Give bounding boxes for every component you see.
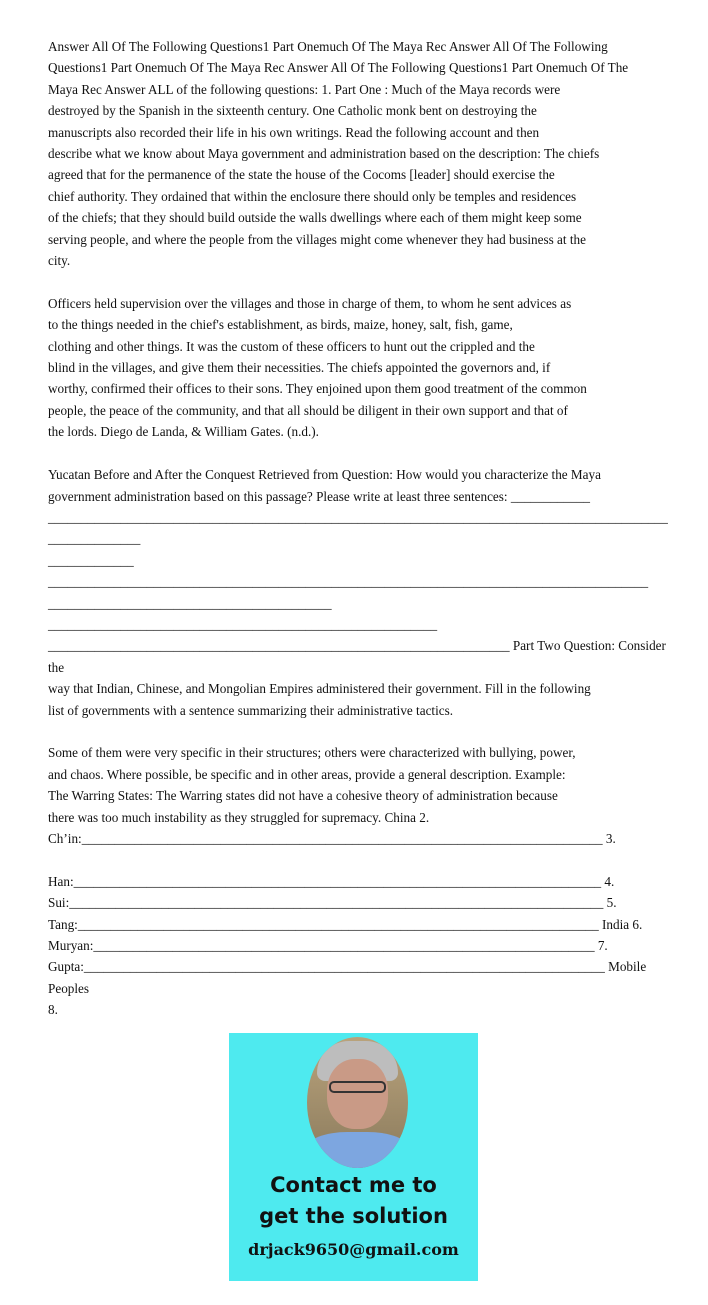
- text-line: describe what we know about Maya government and administration based on the description: The chiefs: [48, 146, 600, 162]
- text-line: manuscripts also recorded their life in his own writings. Read the following account and then: [48, 124, 540, 140]
- text-line: destroyed by the Spanish in the sixteenth century. One Catholic monk bent on destroying the: [48, 103, 537, 119]
- text-line: blind in the villages, and give them their necessities. The chiefs appointed the governors and, if: [48, 360, 551, 376]
- text-line: serving people, and where the people from the villages might come whenever they had business at the: [48, 231, 586, 247]
- text-line: Yucatan Before and After the Conquest Retrieved from Question: How would you characterize the Maya: [48, 467, 601, 483]
- text-line: Answer All Of The Following Questions1 Part Onemuch Of The Maya Rec Answer All Of The Following: [48, 39, 608, 54]
- text-line: and chaos. Where possible, be specific and in other areas, provide a general description. Example:: [48, 766, 566, 782]
- author-photo: [307, 1037, 408, 1168]
- text-line: Some of them were very specific in their structures; others were characterized with bullying, power,: [48, 745, 576, 761]
- text-line: clothing and other things. It was the custom of these officers to hunt out the crippled and the: [48, 338, 535, 354]
- text-line: to the things needed in the chief's establishment, as birds, maize, honey, salt, fish, game,: [48, 317, 513, 333]
- text-line: Gupta:_______________________________________________________________________________ Mobile Peoples: [48, 959, 647, 996]
- text-line: government administration based on this passage? Please write at least three sentences: ____________: [48, 488, 591, 504]
- text-line: chief authority. They ordained that within the enclosure there should only be temples and residences: [48, 188, 577, 204]
- text-line: list of governments with a sentence summarizing their administrative tactics.: [48, 702, 454, 718]
- text-line: Questions1 Part Onemuch Of The Maya Rec Answer All Of The Following Questions1 Part Onemuch Of The: [48, 60, 629, 76]
- text-line: there was too much instability as they struggled for supremacy. China 2.: [48, 809, 430, 825]
- text-line: way that Indian, Chinese, and Mongolian Empires administered their government. Fill in the following: [48, 681, 591, 697]
- text-line: of the chiefs; that they should build outside the walls dwellings where each of them might keep some: [48, 210, 582, 226]
- text-line: _____________ ___________________________________________________________________________________________: [48, 552, 649, 590]
- text-line: city.: [48, 253, 71, 269]
- text-line: Maya Rec Answer ALL of the following questions: 1. Part One : Much of the Maya records were: [48, 81, 561, 97]
- promo-line-2: get the solution: [259, 1203, 448, 1228]
- text-line: Han:________________________________________________________________________________ 4.: [48, 873, 615, 889]
- text-line: people, the peace of the community, and that all should be diligent in their own support and that of: [48, 402, 568, 418]
- text-line: 8.: [48, 1002, 58, 1018]
- text-line: Muryan:____________________________________________________________________________ 7.: [48, 938, 608, 953]
- text-line: The Warring States: The Warring states did not have a cohesive theory of administration because: [48, 788, 558, 804]
- text-line: agreed that for the permanence of the state the house of the Cocoms [leader] should exercise the: [48, 167, 555, 183]
- promo-line-1: Contact me to: [270, 1172, 437, 1197]
- text-line: ____________________________________________________________________________________________________________: [48, 509, 668, 547]
- text-line: ___________________________________________ ___________________________________________________________: [48, 595, 438, 632]
- text-line: Ch’in:_______________________________________________________________________________ 3.: [48, 830, 616, 846]
- contact-promo-banner[interactable]: [229, 1033, 478, 1281]
- text-line: Sui:_________________________________________________________________________________ 5.: [48, 895, 617, 911]
- text-line: ______________________________________________________________________ Part Two Question: Consider the: [48, 638, 666, 675]
- text-line: Tang:_______________________________________________________________________________ India 6.: [48, 916, 643, 932]
- text-line: Officers held supervision over the villages and those in charge of them, to whom he sent advices as: [48, 295, 572, 311]
- text-line: the lords. Diego de Landa, & William Gates. (n.d.).: [48, 424, 319, 440]
- text-line: worthy, confirmed their offices to their sons. They enjoined upon them good treatment of the common: [48, 381, 587, 397]
- promo-email[interactable]: drjack9650@gmail.com: [248, 1239, 459, 1259]
